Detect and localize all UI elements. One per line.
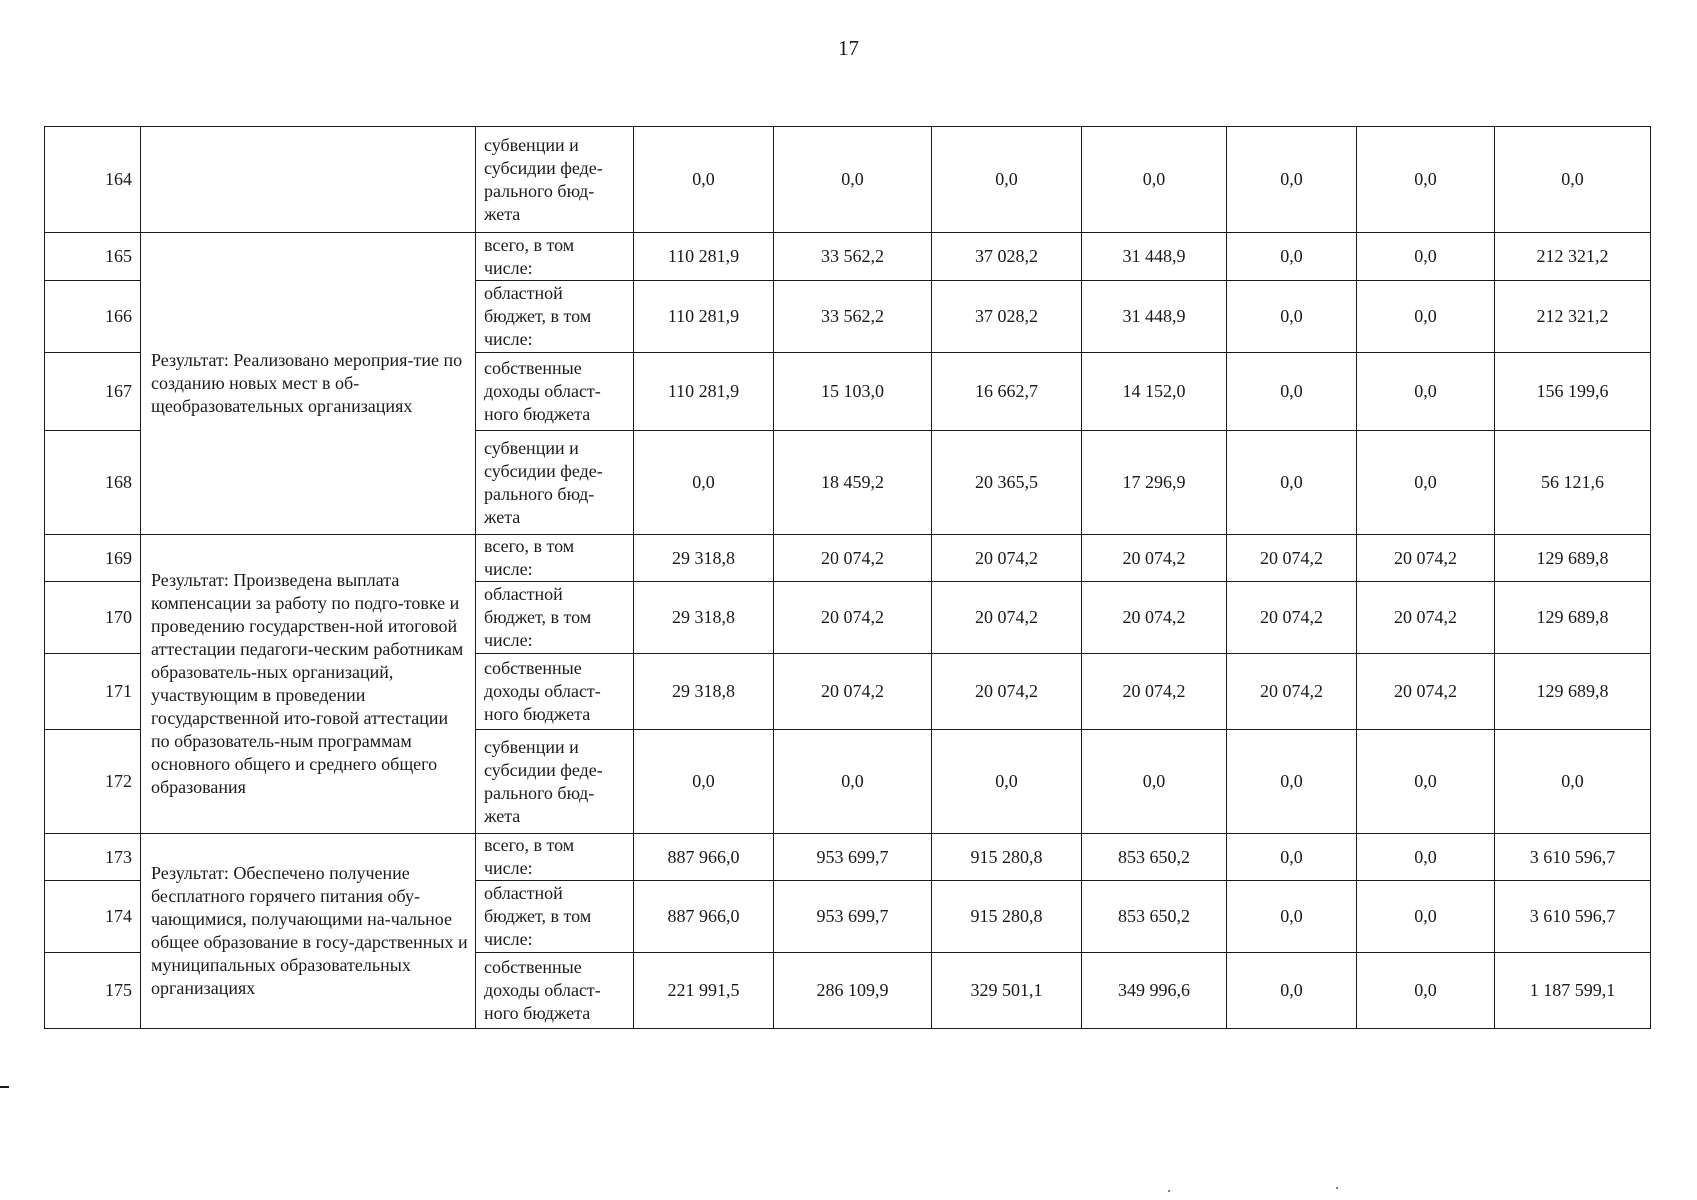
value-cell: 221 991,5 <box>634 953 774 1029</box>
value-cell: 0,0 <box>932 730 1082 834</box>
funding-source: областной бюджет, в том числе: <box>476 281 634 353</box>
value-cell: 20 074,2 <box>1082 535 1227 582</box>
value-cell: 329 501,1 <box>932 953 1082 1029</box>
value-cell: 286 109,9 <box>774 953 932 1029</box>
value-cell: 0,0 <box>1227 834 1357 881</box>
value-cell: 0,0 <box>1082 127 1227 233</box>
result-description: Результат: Реализовано мероприя-тие по созданию новых мест в об-щеобразовательных организациях <box>141 233 476 535</box>
table-row <box>45 535 1651 582</box>
value-cell: 0,0 <box>1357 881 1495 953</box>
value-cell: 20 074,2 <box>774 535 932 582</box>
table-row <box>45 233 1651 281</box>
value-cell: 0,0 <box>1227 353 1357 431</box>
value-cell: 0,0 <box>1227 431 1357 535</box>
funding-source: субвенции и субсидии феде-рального бюд-жета <box>476 127 634 233</box>
result-description <box>141 127 476 233</box>
funding-source: областной бюджет, в том числе: <box>476 582 634 654</box>
value-cell: 20 074,2 <box>774 654 932 730</box>
value-cell: 0,0 <box>1495 730 1651 834</box>
value-cell: 3 610 596,7 <box>1495 881 1651 953</box>
value-cell: 17 296,9 <box>1082 431 1227 535</box>
value-cell: 0,0 <box>1357 730 1495 834</box>
value-cell: 33 562,2 <box>774 281 932 353</box>
value-cell: 110 281,9 <box>634 281 774 353</box>
value-cell: 20 074,2 <box>1227 535 1357 582</box>
value-cell: 0,0 <box>1357 353 1495 431</box>
funding-source: собственные доходы област-ного бюджета <box>476 353 634 431</box>
funding-source: всего, в том числе: <box>476 233 634 281</box>
value-cell: 212 321,2 <box>1495 233 1651 281</box>
value-cell: 0,0 <box>1357 233 1495 281</box>
scan-speck <box>1168 1190 1170 1192</box>
value-cell: 156 199,6 <box>1495 353 1651 431</box>
value-cell: 0,0 <box>634 127 774 233</box>
row-number: 166 <box>45 281 141 353</box>
row-number: 172 <box>45 730 141 834</box>
value-cell: 0,0 <box>1082 730 1227 834</box>
value-cell: 887 966,0 <box>634 834 774 881</box>
funding-source: собственные доходы област-ного бюджета <box>476 654 634 730</box>
funding-source: областной бюджет, в том числе: <box>476 881 634 953</box>
value-cell: 129 689,8 <box>1495 654 1651 730</box>
value-cell: 915 280,8 <box>932 881 1082 953</box>
value-cell: 20 074,2 <box>1357 654 1495 730</box>
funding-source: субвенции и субсидии феде-рального бюд-жета <box>476 431 634 535</box>
value-cell: 853 650,2 <box>1082 834 1227 881</box>
value-cell: 887 966,0 <box>634 881 774 953</box>
table-row <box>45 127 1651 233</box>
value-cell: 349 996,6 <box>1082 953 1227 1029</box>
value-cell: 0,0 <box>634 730 774 834</box>
value-cell: 15 103,0 <box>774 353 932 431</box>
value-cell: 0,0 <box>1227 233 1357 281</box>
page-number: 17 <box>838 36 859 60</box>
value-cell: 953 699,7 <box>774 834 932 881</box>
value-cell: 29 318,8 <box>634 654 774 730</box>
value-cell: 20 365,5 <box>932 431 1082 535</box>
value-cell: 31 448,9 <box>1082 233 1227 281</box>
margin-mark <box>0 1086 9 1088</box>
value-cell: 20 074,2 <box>932 654 1082 730</box>
value-cell: 37 028,2 <box>932 233 1082 281</box>
funding-source: всего, в том числе: <box>476 535 634 582</box>
row-number: 167 <box>45 353 141 431</box>
value-cell: 16 662,7 <box>932 353 1082 431</box>
value-cell: 14 152,0 <box>1082 353 1227 431</box>
value-cell: 212 321,2 <box>1495 281 1651 353</box>
value-cell: 33 562,2 <box>774 233 932 281</box>
funding-source: собственные доходы област-ного бюджета <box>476 953 634 1029</box>
value-cell: 1 187 599,1 <box>1495 953 1651 1029</box>
value-cell: 20 074,2 <box>1227 582 1357 654</box>
value-cell: 31 448,9 <box>1082 281 1227 353</box>
value-cell: 0,0 <box>1227 281 1357 353</box>
value-cell: 853 650,2 <box>1082 881 1227 953</box>
value-cell: 0,0 <box>1357 834 1495 881</box>
value-cell: 110 281,9 <box>634 233 774 281</box>
result-description: Результат: Обеспечено получение бесплатного горячего питания обу-чающимися, получающими на-чальное общее образование в госу-дарственных и муниципальных образовательных организациях <box>141 834 476 1029</box>
value-cell: 0,0 <box>1227 953 1357 1029</box>
value-cell: 0,0 <box>1227 730 1357 834</box>
value-cell: 953 699,7 <box>774 881 932 953</box>
row-number: 175 <box>45 953 141 1029</box>
value-cell: 18 459,2 <box>774 431 932 535</box>
value-cell: 0,0 <box>774 730 932 834</box>
value-cell: 0,0 <box>774 127 932 233</box>
value-cell: 20 074,2 <box>1082 582 1227 654</box>
funding-source: всего, в том числе: <box>476 834 634 881</box>
row-number: 168 <box>45 431 141 535</box>
value-cell: 20 074,2 <box>1357 582 1495 654</box>
value-cell: 29 318,8 <box>634 535 774 582</box>
value-cell: 0,0 <box>1357 281 1495 353</box>
value-cell: 37 028,2 <box>932 281 1082 353</box>
value-cell: 0,0 <box>1227 127 1357 233</box>
row-number: 169 <box>45 535 141 582</box>
table-row <box>45 834 1651 881</box>
value-cell: 0,0 <box>1495 127 1651 233</box>
value-cell: 20 074,2 <box>932 535 1082 582</box>
row-number: 171 <box>45 654 141 730</box>
value-cell: 20 074,2 <box>1227 654 1357 730</box>
scan-speck <box>1336 1187 1338 1189</box>
row-number: 174 <box>45 881 141 953</box>
funding-table <box>44 126 1651 1029</box>
value-cell: 129 689,8 <box>1495 535 1651 582</box>
value-cell: 20 074,2 <box>1082 654 1227 730</box>
value-cell: 0,0 <box>1357 127 1495 233</box>
value-cell: 110 281,9 <box>634 353 774 431</box>
result-description: Результат: Произведена выплата компенсации за работу по подго-товке и проведению государствен-ной итоговой аттестации педагоги-ческим работникам образователь-ных организаций, участвующим в проведении государственной ито-говой аттестации по образователь-ным программам основного общего и среднего общего образования <box>141 535 476 834</box>
row-number: 165 <box>45 233 141 281</box>
value-cell: 20 074,2 <box>774 582 932 654</box>
value-cell: 29 318,8 <box>634 582 774 654</box>
value-cell: 0,0 <box>1357 431 1495 535</box>
value-cell: 20 074,2 <box>932 582 1082 654</box>
value-cell: 0,0 <box>932 127 1082 233</box>
value-cell: 56 121,6 <box>1495 431 1651 535</box>
value-cell: 0,0 <box>1357 953 1495 1029</box>
value-cell: 20 074,2 <box>1357 535 1495 582</box>
value-cell: 0,0 <box>1227 881 1357 953</box>
funding-source: субвенции и субсидии феде-рального бюд-жета <box>476 730 634 834</box>
row-number: 170 <box>45 582 141 654</box>
value-cell: 0,0 <box>634 431 774 535</box>
value-cell: 915 280,8 <box>932 834 1082 881</box>
value-cell: 129 689,8 <box>1495 582 1651 654</box>
row-number: 173 <box>45 834 141 881</box>
value-cell: 3 610 596,7 <box>1495 834 1651 881</box>
row-number: 164 <box>45 127 141 233</box>
